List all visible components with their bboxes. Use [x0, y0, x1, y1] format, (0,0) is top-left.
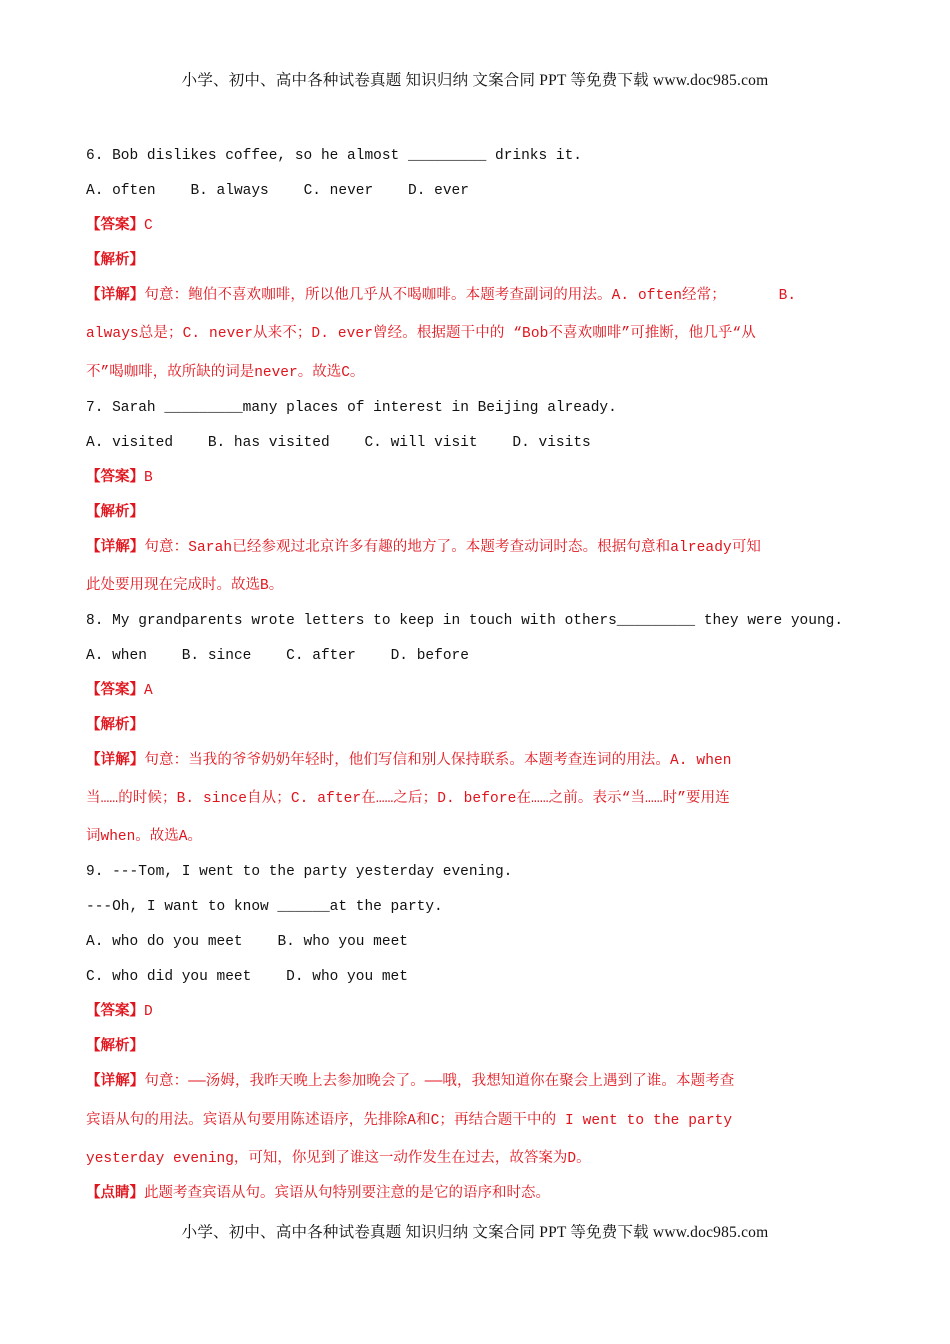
- detail-line: [86, 536, 866, 574]
- question-number: 9.: [86, 864, 104, 881]
- option-c: C. never: [303, 183, 374, 199]
- detail-text: 不”喝咖啡，故所缺的词是never。故选C。: [86, 364, 365, 381]
- question-8: [86, 609, 866, 861]
- exam-content: [86, 144, 866, 1217]
- options-row: [86, 431, 866, 466]
- detail-line: [86, 825, 866, 860]
- analysis-label: 【解析】: [86, 717, 144, 734]
- question-number: 8.: [86, 612, 104, 629]
- analysis-line: [86, 249, 866, 284]
- option-a: A. often: [86, 183, 156, 199]
- option-d: D. visits: [512, 434, 591, 451]
- detail-line: [86, 1109, 866, 1147]
- detail-text: 句意：——汤姆，我昨天晚上去参加晚会了。——哦，我想知道你在聚会上遇到了谁。本题考查: [144, 1074, 735, 1091]
- option-b: B. always: [190, 183, 269, 199]
- page-footer-banner: 小学、初中、高中各种试卷真题 知识归纳 文案合同 PPT 等免费下载 www.doc985.com: [181, 1224, 769, 1241]
- question-6: [86, 144, 866, 396]
- options-row: [86, 965, 866, 1000]
- question-number: 6.: [86, 148, 104, 164]
- tip-text: 此题考查宾语从句。宾语从句特别要注意的是它的语序和时态。: [144, 1186, 550, 1203]
- stem-text: many places of interest in Beijing already.: [242, 399, 617, 416]
- option-d: D. ever: [408, 183, 469, 199]
- stem-text: My grandparents wrote letters to keep in touch with others: [112, 612, 617, 629]
- answer-line: [86, 214, 866, 249]
- answer-value: C: [144, 218, 153, 234]
- answer-line: [86, 679, 866, 714]
- question-stem: [86, 144, 866, 179]
- answer-label: 【答案】: [86, 218, 144, 234]
- option-d: D. before: [390, 647, 469, 664]
- detail-line: [86, 749, 866, 787]
- analysis-line: [86, 714, 866, 749]
- detail-line: [86, 1070, 866, 1108]
- tip-line: [86, 1182, 866, 1217]
- answer-line: [86, 466, 866, 501]
- answer-label: 【答案】: [86, 682, 144, 699]
- question-7: [86, 396, 866, 609]
- option-b: B. since: [181, 647, 252, 664]
- page-header-banner: 小学、初中、高中各种试卷真题 知识归纳 文案合同 PPT 等免费下载 www.doc985.com: [181, 72, 769, 89]
- option-a: A. visited: [86, 434, 174, 451]
- analysis-label: 【解析】: [86, 504, 144, 521]
- dialogue-line: ---Tom, I went to the party yesterday evening.: [112, 864, 513, 881]
- option-c: C. will visit: [364, 434, 478, 451]
- question-stem: [86, 860, 866, 895]
- detail-line: [86, 284, 866, 322]
- detail-label: 【详解】: [86, 1074, 145, 1091]
- analysis-line: [86, 501, 866, 536]
- detail-line: [86, 361, 866, 396]
- detail-label: 【详解】: [86, 288, 145, 304]
- option-b: B. who you meet: [277, 934, 408, 951]
- option-a: A. when: [86, 647, 147, 664]
- question-stem: [86, 895, 866, 930]
- detail-text: always总是；C. never从来不；D. ever曾经。根据题干中的 “Bob不喜欢咖啡”可推断，他几乎“从: [86, 326, 756, 343]
- detail-text: 句意：Sarah已经参观过北京许多有趣的地方了。本题考查动词时态。根据句意和already可知: [144, 539, 762, 556]
- detail-text: 当……的时候；B. since自从；C. after在……之后；D. before在……之前。表示“当……时”要用连: [86, 791, 730, 808]
- detail-text: 句意：当我的爷爷奶奶年轻时，他们写信和别人保持联系。本题考查连词的用法。A. when: [144, 752, 732, 769]
- option-d: D. who you met: [286, 969, 408, 986]
- option-c: C. after: [286, 647, 356, 664]
- detail-label: 【详解】: [86, 539, 145, 556]
- answer-label: 【答案】: [86, 1004, 144, 1021]
- stem-text: Bob dislikes coffee, so he almost: [112, 148, 408, 164]
- question-number: 7.: [86, 399, 104, 416]
- stem-text: drinks it.: [486, 148, 583, 164]
- answer-blank: _________: [407, 148, 487, 164]
- analysis-label: 【解析】: [86, 253, 144, 269]
- answer-value: D: [144, 1004, 153, 1021]
- question-stem: [86, 609, 866, 644]
- options-row: [86, 930, 866, 965]
- options-row: [86, 644, 866, 679]
- answer-blank: _________: [164, 399, 243, 416]
- answer-blank: _________: [616, 612, 696, 629]
- answer-value: A: [144, 682, 153, 699]
- detail-text: 词when。故选A。: [86, 829, 203, 846]
- detail-text: 句意：鲍伯不喜欢咖啡，所以他几乎从不喝咖啡。本题考查副词的用法。A. often经常； B.: [144, 288, 797, 304]
- detail-text: 此处要用现在完成时。故选B。: [86, 577, 284, 594]
- answer-line: [86, 1000, 866, 1035]
- detail-line: [86, 1147, 866, 1182]
- question-stem: [86, 396, 866, 431]
- stem-text: Sarah: [112, 399, 165, 416]
- detail-text: 宾语从句的用法。宾语从句要用陈述语序，先排除A和C；再结合题干中的 I went to the party: [86, 1112, 733, 1129]
- stem-text: they were young.: [695, 612, 844, 629]
- detail-line: [86, 574, 866, 609]
- detail-text: yesterday evening，可知，你见到了谁这一动作发生在过去，故答案为D。: [86, 1151, 591, 1168]
- answer-value: B: [144, 469, 153, 486]
- option-c: C. who did you meet: [86, 969, 252, 986]
- tip-label: 【点睛】: [86, 1186, 144, 1203]
- question-9: [86, 860, 866, 1217]
- answer-label: 【答案】: [86, 469, 144, 486]
- options-row: [86, 179, 866, 214]
- dialogue-line: ---Oh, I want to know ______at the party.: [86, 899, 443, 916]
- detail-label: 【详解】: [86, 752, 145, 769]
- detail-line: [86, 787, 866, 825]
- analysis-line: [86, 1035, 866, 1070]
- option-a: A. who do you meet: [86, 934, 243, 951]
- detail-line: [86, 322, 866, 360]
- analysis-label: 【解析】: [86, 1039, 144, 1056]
- option-b: B. has visited: [207, 434, 330, 451]
